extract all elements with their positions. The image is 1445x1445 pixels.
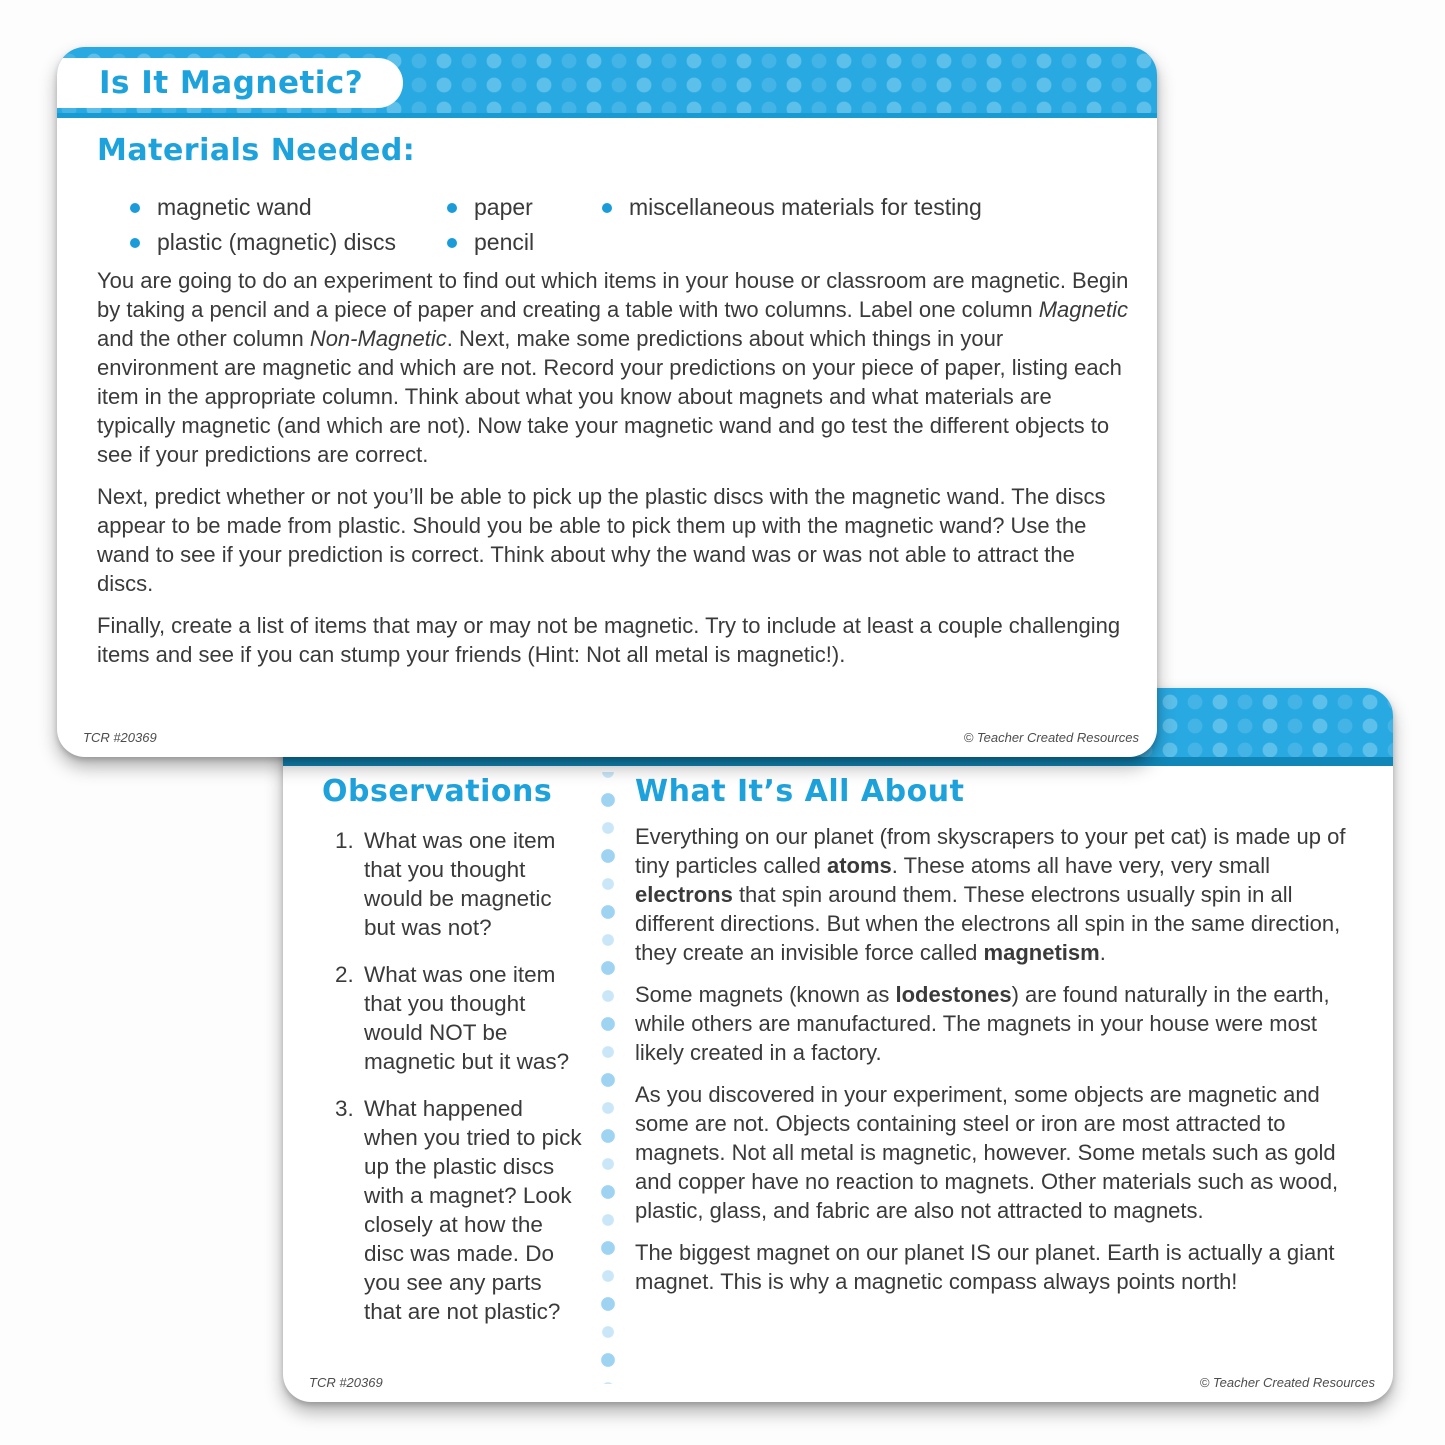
dotted-divider <box>601 772 615 1384</box>
material-label: pencil <box>474 229 535 255</box>
list-item <box>447 190 534 225</box>
material-label: miscellaneous materials for testing <box>629 194 982 220</box>
list-item <box>335 826 585 942</box>
about-section <box>635 822 1359 1309</box>
bullet-icon <box>602 203 612 213</box>
observations-heading: Observations <box>322 774 553 809</box>
activity-card-back <box>283 688 1393 1402</box>
copyright-text: © Teacher Created Resources <box>1199 1375 1375 1390</box>
list-item <box>130 225 396 260</box>
list-item <box>447 225 534 260</box>
about-heading: What It’s All About <box>635 774 965 809</box>
materials-column <box>602 190 982 225</box>
question-number: 3. <box>335 1096 354 1121</box>
paragraph: Some magnets (known as lodestones) are found naturally in the earth, while others are manufactured. The magnets in your house were most likely created in a factory. <box>635 982 1330 1065</box>
bullet-icon <box>447 203 457 213</box>
product-code: TCR #20369 <box>309 1375 383 1390</box>
instructions-section <box>97 266 1129 682</box>
observations-question-list <box>335 826 585 1344</box>
list-item <box>130 190 396 225</box>
bullet-icon <box>130 203 140 213</box>
paragraph: The biggest magnet on our planet IS our planet. Earth is actually a giant magnet. This is why a magnetic compass always points north! <box>635 1240 1335 1294</box>
copyright-text: © Teacher Created Resources <box>963 730 1139 745</box>
list-item <box>602 190 982 225</box>
product-code: TCR #20369 <box>83 730 157 745</box>
title-pill <box>57 58 403 108</box>
card-title: Is It Magnetic? <box>99 65 364 101</box>
materials-heading: Materials Needed: <box>97 133 416 168</box>
paragraph: Next, predict whether or not you’ll be able to pick up the plastic discs with the magnetic wand. The discs appear to be made from plastic. Should you be able to pick them up with the magnetic wand? Use the wand to see if your prediction is correct. Think about why the wand was or was not able to attract the discs. <box>97 484 1106 596</box>
question-text: What happened when you tried to pick up the plastic discs with a magnet? Look closely at how the disc was made. Do you see any parts that are not plastic? <box>364 1096 582 1324</box>
question-number: 2. <box>335 962 354 987</box>
paragraph: As you discovered in your experiment, some objects are magnetic and some are not. Objects containing steel or iron are most attracted to magnets. Not all metal is magnetic, however. Some metals such as gold and copper have no reaction to magnets. Other materials such as wood, plastic, glass, and fabric are also not attracted to magnets. <box>635 1082 1339 1223</box>
materials-column <box>130 190 396 260</box>
materials-column <box>447 190 534 260</box>
bullet-icon <box>447 238 457 248</box>
material-label: plastic (magnetic) discs <box>157 229 397 255</box>
activity-card-front <box>57 47 1157 757</box>
paragraph: Finally, create a list of items that may or may not be magnetic. Try to include at least a couple challenging items and see if you can stump your friends (Hint: Not all metal is magnetic!). <box>97 613 1121 667</box>
question-text: What was one item that you thought would NOT be magnetic but it was? <box>364 962 570 1074</box>
question-text: What was one item that you thought would be magnetic but was not? <box>364 828 556 940</box>
paragraph: You are going to do an experiment to find out which items in your house or classroom are magnetic. Begin by taking a pencil and a piece of paper and creating a table with two columns. Label one column Magnetic and the other column Non-Magnetic. Next, make some predictions about which things in your environment are magnetic and which are not. Record your predictions on your piece of paper, listing each item in the appropriate column. Think about what you know about magnets and what materials are typically magnetic (and which are not). Now take your magnetic wand and go test the different objects to see if your predictions are correct. <box>97 268 1129 467</box>
material-label: magnetic wand <box>157 194 312 220</box>
list-item <box>335 1094 585 1326</box>
material-label: paper <box>474 194 533 220</box>
question-number: 1. <box>335 828 354 853</box>
list-item <box>335 960 585 1076</box>
paragraph: Everything on our planet (from skyscrapers to your pet cat) is made up of tiny particles called atoms. These atoms all have very, very small electrons that spin around them. These electrons usually spin in all different directions. But when the electrons all spin in the same direction, they create an invisible force called magnetism. <box>635 824 1346 965</box>
bullet-icon <box>130 238 140 248</box>
